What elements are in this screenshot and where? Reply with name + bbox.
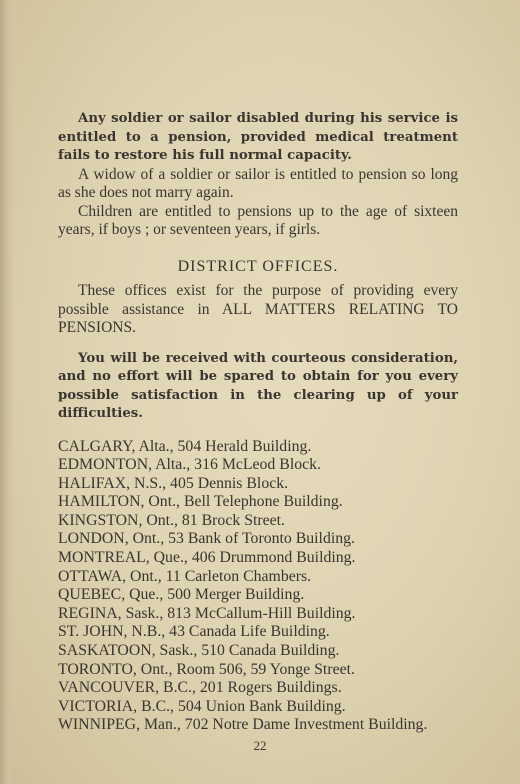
office-item: VANCOUVER, B.C., 201 Rogers Buildings. — [58, 679, 342, 697]
office-item: OTTAWA, Ont., 11 Carleton Chambers. — [58, 567, 312, 585]
widow-paragraph: A widow of a soldier or sailor is entitled to pension so long as she does not marry again. — [58, 165, 458, 201]
office-item: SASKATOON, Sask., 510 Canada Building. — [58, 642, 340, 660]
office-item: HAMILTON, Ont., Bell Telephone Building. — [58, 493, 343, 511]
pension-eligibility-paragraph: Any soldier or sailor disabled during his service is entitled to a pension, provided medical treatment fails to restore his full normal capacity. — [58, 111, 458, 163]
office-item: TORONTO, Ont., Room 506, 59 Yonge Street. — [58, 660, 355, 678]
office-item: ST. JOHN, N.B., 43 Canada Life Building. — [58, 623, 330, 641]
courtesy-paragraph: You will be received with courteous consideration, and no effort will be spared to obtain for you every possible satisfaction in the clearing up of your difficulties. — [58, 350, 458, 421]
office-item: QUEBEC, Que., 500 Merger Building. — [58, 586, 305, 604]
office-list — [58, 438, 458, 736]
office-item: REGINA, Sask., 813 McCallum-Hill Building. — [58, 604, 356, 622]
offices-purpose-paragraph: These offices exist for the purpose of providing every possible assistance in ALL MATTERS RELATING TO PENSIONS. — [58, 282, 458, 336]
district-offices-heading: DISTRICT OFFICES. — [177, 257, 339, 275]
office-item: CALGARY, Alta., 504 Herald Building. — [58, 437, 312, 455]
paragraph-gap — [58, 338, 458, 350]
office-item: MONTREAL, Que., 406 Drummond Building. — [58, 549, 356, 567]
page-spine-shadow — [0, 0, 14, 784]
office-item: HALIFAX, N.S., 405 Dennis Block. — [58, 474, 289, 492]
office-item: VICTORIA, B.C., 504 Union Bank Building. — [58, 697, 346, 715]
office-item: KINGSTON, Ont., 81 Brock Street. — [58, 511, 285, 529]
page-number: 22 — [253, 738, 267, 753]
office-item: WINNIPEG, Man., 702 Notre Dame Investment Building. — [58, 716, 428, 734]
page-content — [58, 110, 458, 735]
office-item: EDMONTON, Alta., 316 McLeod Block. — [58, 456, 321, 474]
children-paragraph: Children are entitled to pensions up to the age of sixteen years, if boys ; or seventeen years, if girls. — [58, 202, 458, 238]
office-item: LONDON, Ont., 53 Bank of Toronto Building. — [58, 530, 355, 548]
